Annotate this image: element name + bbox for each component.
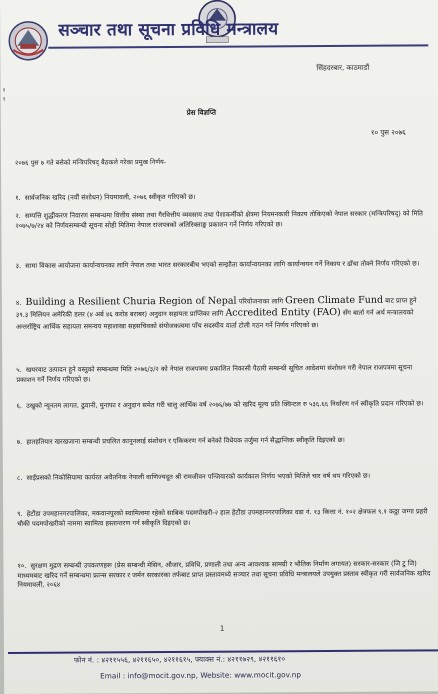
item-text: सामा विकास आयोजना कार्यान्वयनका लागि नेपाल तथा भारत सरकारबीच भएको सम्झौता कार्यान्वयनका लागि कार्यान्वयन गर्ने निकाय र ढाँचा तोक्ने निर्णय गरिएको छ। (25, 259, 420, 270)
item-text: खयरवाट उत्पादन हुने वस्तुको सम्बन्धमा मिति २०७६/३/२ को नेपाल राजपत्रमा प्रकाशित निकासी पैठारी सम्बन्धी सूचित आदेशमा संशोधन गरी नेपाल राजपत्रमा सूचना प्रकाशन गर्ने निर्णय गरिएको छ। (16, 363, 413, 384)
item-text: सम्पत्ति शुद्धीकरण निवारण सम्बन्धमा वित्तीय संस्था तथा गैरवित्तीय व्यवसाय तथा पेशाकर्मीको क्षेत्रमा नियमनकारी निकाय तोकिएको नेपाल सरकार (मन्त्रिपरिषद्) को मिति २०७५/७/२४ को निर्णयसम्बन्धी सूचना सोही मितिमा नेपाल राजपत्रको अतिरिक्ताङ्क प्रकाशन गर्ने निर्णय गरिएको छ। (15, 209, 423, 230)
header-divider (48, 44, 428, 48)
item-number: ८. (16, 473, 23, 482)
item-text: बाट प्राप्त हुने ३९.३ मिलियन अमेरिकी डलर (४ अर्ब ४६ करोड बराबर) अनुदान सहायता प्राप्तिका लागि (15, 296, 417, 319)
item-text: सुरक्षण मुद्रण सम्बन्धी उपकरणहरू (प्रेस सम्बन्धी मेसिन, औजार, प्रविधि, प्रणाली तथा अन्य आवश्यक सामग्री र भौतिक निर्माण लगायत) सरकार-सरकार (जि टु जि) माध्यमबाट खरिद गर्ने सम्बन्धमा फ्रान्स सरकार र जर्मन सरकारका तर्फबाट प्राप्त प्रस्तावमध्ये सञ्चार तथा सूचना प्रविधि मन्त्रालयले उपयुक्त प्रस्ताव स्वीकृत गरी सार्वजनिक खरिद नियमावली, २०६४ (17, 559, 431, 590)
item-number: ७. (16, 437, 23, 446)
decision-item-10 (17, 559, 431, 590)
press-release-heading: प्रेस विज्ञप्ति (186, 108, 217, 117)
decision-item-8 (17, 471, 431, 483)
margin-mark: १ (2, 86, 6, 94)
footer-divider (8, 649, 438, 653)
margin-marks (3, 86, 6, 104)
item-number: १०. (17, 561, 27, 570)
footer-email-website: Email : info@mocit.gov.np, Website: www.mocit.gov.np (100, 670, 301, 681)
page-number: 1 (219, 624, 225, 633)
project-name: Building a Resilient Churia Region of Nepal (25, 295, 237, 308)
decision-item-1 (15, 191, 429, 203)
item-number: ९. (17, 509, 23, 518)
item-number: ६. (16, 401, 23, 410)
decision-item-9 (17, 507, 431, 529)
item-text: सार्वजनिक खरिद (नवौं संशोधन) नियमावली, २०७६ स्वीकृत गरिएको छ। (24, 192, 196, 202)
item-text: साईप्रसको निकोसियामा कार्यरत अवैतनिक नेपाली वाणिज्यदूत श्री रामजीवन पन्जियारको कार्यकाल निर्णय भएको मितिले चार वर्ष थप गरिएको छ। (26, 471, 371, 482)
office-location: सिंहदरबार, काठमाडौं (316, 63, 370, 73)
item-text: हेटौंडा उपमहानगरपालिका, मकवानपुरको स्वामित्वमा रहेको साबिक पदमपोखरी-२ हाल हेटौंडा उपमहानगरपालिका वडा नं. १३ कित्ता नं. १०२ क्षेत्रफल ९.१ कठ्ठा जग्गा प्रहरी चौकी पदमपोखरीको नाममा स्वामित्व हस्तान्तरण गर्न स्वीकृति दिइएको छ। (17, 507, 428, 528)
item-number: २. (15, 211, 21, 220)
margin-mark: १ (2, 95, 6, 103)
release-date: १० पुस २०७६ (370, 128, 406, 137)
item-number: १. (15, 193, 21, 202)
intro-line: २०७६ पुस ७ गते बसेको मन्त्रिपरिषद् बैठकले गरेका प्रमुख निर्णय- (14, 157, 167, 167)
footer-phone-fax: फोन नं. : ४२११५५६, ४२११६५०, ४२११६१५, फ्याक्स नं.: ४२११७२९, ४२११६१० (74, 654, 286, 665)
entity-name: Accredited Entity (FAO) (225, 306, 341, 319)
nepal-emblem-icon (7, 20, 49, 62)
item-text: उखुको न्यूनतम लागत, ढुवानी, मुनाफा र अनुदान समेत गरी चालु आर्थिक वर्ष २०७६/७७ को खरिद मूल्य प्रति क्विन्टल रु ५३६.६६ निर्धारण गर्न स्वीकृति प्रदान गरिएको छ। (26, 399, 424, 410)
item-number: ४. (15, 298, 22, 307)
item-text: हातहतियार खरखजाना सम्बन्धी प्रचलित कानूनलाई संशोधन र एकिकरण गर्न बनेको विधेयक तर्जुमा गर्न सैद्धान्तिक स्वीकृति दिइएको छ। (26, 435, 345, 446)
item-text: परियोजनाका लागि (236, 297, 286, 306)
decision-item-2 (15, 209, 429, 231)
decision-item-3 (16, 259, 430, 271)
item-number: ५. (16, 365, 22, 374)
fund-name: Green Climate Fund (285, 294, 384, 307)
decision-item-5 (16, 363, 430, 385)
ministry-title: सञ्चार तथा सूचना प्रविधि मन्त्रालय (58, 19, 279, 41)
decision-item-4 (16, 294, 430, 333)
decision-item-7 (17, 435, 431, 447)
decision-item-6 (16, 399, 430, 411)
item-number: ३. (15, 261, 22, 270)
item-text: सँग बार्ता गर्न अर्थ मन्त्रालयको अन्तर्राष्ट्रिय आर्थिक सहायता समन्वय महाशाखा सहसचिवको संयोजकत्वमा पाँच सदस्यीय वार्ता टोली गठन गर्ने निर्णय गरिएको छ। (15, 308, 414, 331)
